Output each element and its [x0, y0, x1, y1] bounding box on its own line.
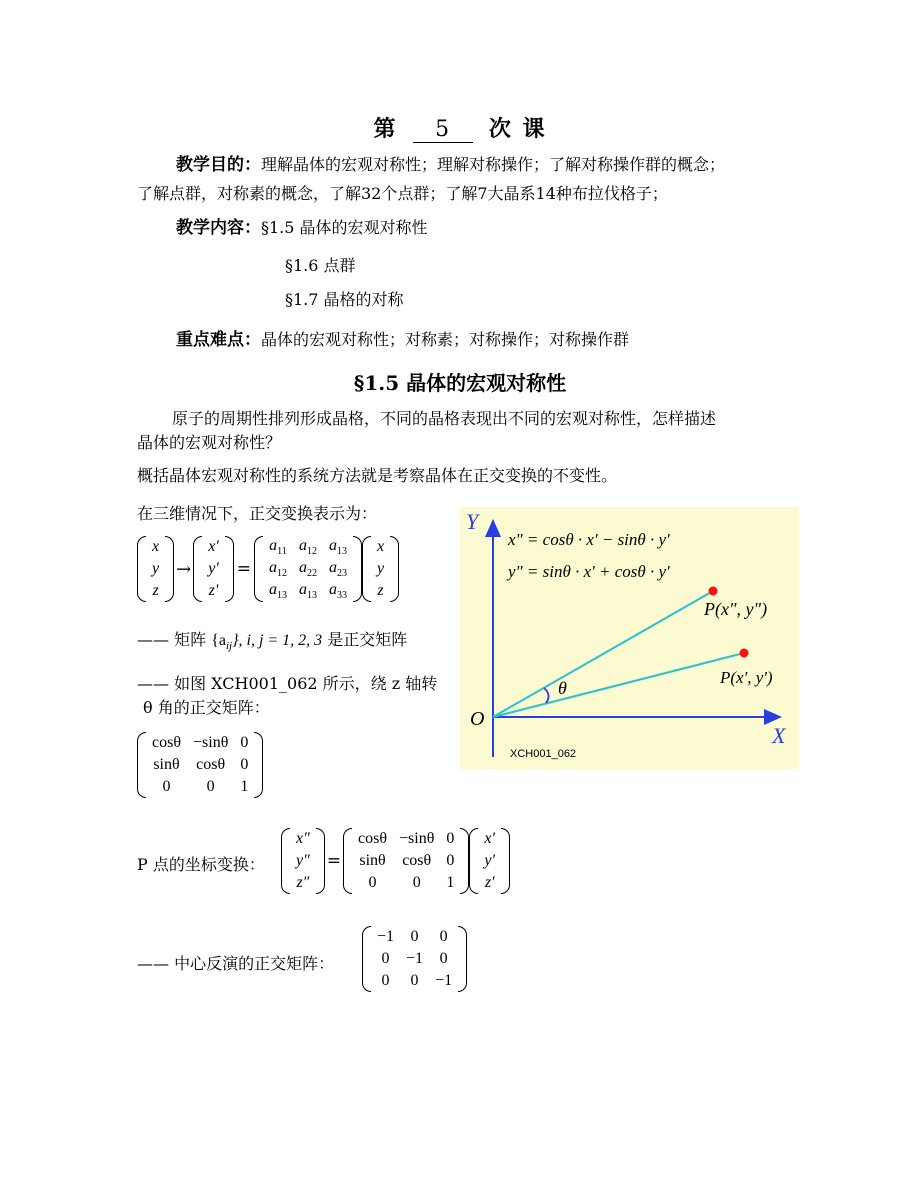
contents-item: §1.7 晶格的对称 — [285, 290, 404, 309]
para1-line1: 原子的周期性排列形成晶格，不同的晶格表现出不同的宏观对称性，怎样描述 — [172, 409, 717, 428]
arrow-icon: → — [176, 558, 192, 580]
figure-caption: XCH001_062 — [510, 748, 577, 760]
origin-label: O — [470, 708, 485, 730]
rotation-figure — [460, 507, 799, 769]
para1-line2: 晶体的宏观对称性？ — [137, 433, 282, 452]
point-label-1: P(x", y") — [704, 599, 768, 619]
equation-2: y" = sinθ · x' + cosθ · y' — [508, 562, 670, 581]
ray-p-double-prime — [493, 591, 713, 717]
lesson-title — [0, 112, 920, 143]
inversion-matrix: −1 0 0 0 −1 0 0 0 −1 — [362, 926, 467, 992]
inversion-label: —— 中心反演的正交矩阵： — [137, 954, 335, 973]
objectives-label: 教学目的： — [176, 155, 261, 175]
point-p-prime — [740, 649, 749, 658]
vector-xyz-rhs: x y z — [362, 536, 399, 602]
para2: 概括晶体宏观对称性的系统方法就是考察晶体在正交变换的不变性。 — [137, 466, 618, 485]
rotation-note-line2: θ 角的正交矩阵： — [143, 698, 270, 717]
para3: 在三维情况下，正交变换表示为： — [137, 504, 378, 523]
vector-xyz: x y z — [137, 536, 174, 602]
title-suffix: 次 课 — [488, 116, 547, 142]
angle-arc — [544, 688, 549, 703]
contents — [176, 216, 428, 240]
objectives — [176, 153, 725, 177]
objectives-line1: 理解晶体的宏观对称性；理解对称操作；了解对称操作群的概念； — [261, 155, 726, 174]
equation-1: x" = cosθ · x' − sinθ · y' — [508, 530, 670, 549]
matrix-a: $a_{11}$ $a_{12}$ $a_{13}$ $a_{12}$ $a_{22}$ $a_{23}$ $a_{13}$ $a_{13}$ $a_{33}$ — [254, 536, 362, 602]
contents-item: §1.6 点群 — [285, 256, 356, 275]
point-p-double-prime — [709, 587, 718, 596]
rotation-matrix: cosθ −sinθ 0 sinθ cosθ 0 0 0 1 — [137, 732, 263, 798]
rotation-note-line1: —— 如图 XCH001_062 所示，绕 z 轴转 — [137, 674, 438, 693]
p-transform: x″ y″ z″ = cosθ −sinθ 0 sinθ cosθ 0 0 0 1 x′ y′ z′ — [281, 828, 510, 894]
keypoints — [176, 328, 629, 352]
point-label-2: P(x', y') — [720, 668, 773, 687]
title-prefix: 第 — [373, 116, 398, 142]
angle-label: θ — [558, 678, 567, 698]
keypoints-label: 重点难点： — [176, 330, 261, 350]
contents-label: 教学内容： — [176, 218, 261, 238]
lesson-number: 5 — [413, 117, 473, 143]
keypoints-text: 晶体的宏观对称性；对称素；对称操作；对称操作群 — [261, 330, 630, 349]
section-heading: §1.5 晶体的宏观对称性 — [353, 371, 567, 395]
axis-x-label: X — [772, 723, 786, 748]
ray-p-prime — [493, 653, 744, 717]
axis-y-label: Y — [466, 509, 479, 534]
objectives-line2: 了解点群，对称素的概念，了解32个点群；了解7大晶系14种布拉伐格子； — [137, 184, 668, 203]
p-transform-label: P 点的坐标变换： — [137, 855, 265, 874]
general-transform: x y z → x' y' z' = $a_{11}$ $a_{12}$ $a_{13}$ $a_{12}$ $a_{22}$ $a_{23}$ $a_{13}$ $a_{13}$ $a_{33}$ x y z — [137, 536, 399, 602]
contents-item: §1.5 晶体的宏观对称性 — [261, 218, 428, 237]
matrix-note: —— 矩阵 $\{a_{ij}\}$, i, j = 1, 2, 3 是正交矩阵 — [137, 630, 408, 653]
rotation-diagram — [460, 507, 799, 769]
vector-xyz-prime: x' y' z' — [193, 536, 234, 602]
